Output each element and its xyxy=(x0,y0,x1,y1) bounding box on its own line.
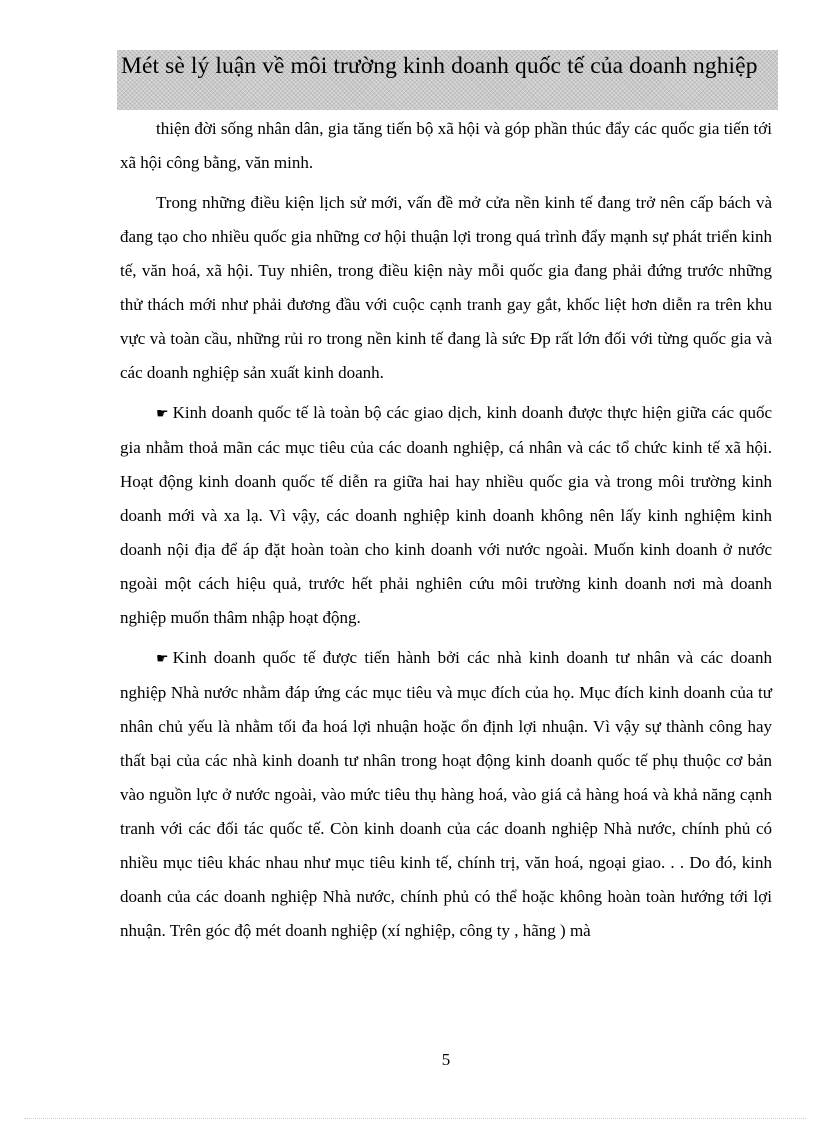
paragraph-text: Kinh doanh quốc tế được tiến hành bởi các nhà kinh doanh tư nhân và các doanh nghiệp Nhà nước nhằm đáp ứng các mục tiêu và mục đích của họ. Mục đích kinh doanh của tư nhân chủ yếu là nhằm tối đa hoá lợi nhuận hoặc ổn định lợi nhuận. Vì vậy sự thành công hay thất bại của các nhà kinh doanh tư nhân trong hoạt động kinh doanh quốc tế phụ thuộc cơ bản vào nguồn lực ở nước ngoài, vào mức tiêu thụ hàng hoá, vào giá cả hàng hoá và khả năng cạnh tranh với các đối tác quốc tế. Còn kinh doanh của các doanh nghiệp Nhà nước, chính phủ có nhiều mục tiêu khác nhau như mục tiêu kinh tế, chính trị, văn hoá, ngoại giao. . . Do đó, kinh doanh của các doanh nghiệp Nhà nước, chính phủ có thể hoặc không hoàn toàn hướng tới lợi nhuận. Trên góc độ mét doanh nghiệp (xí nghiệp, công ty , hãng ) mà xyxy=(120,648,772,940)
footer-divider xyxy=(24,1118,806,1119)
page-number: 5 xyxy=(441,1050,451,1069)
pointing-hand-icon: ☛ xyxy=(156,651,169,667)
section-header-title: Mét sè lý luận về môi trường kinh doanh quốc tế của doanh nghiệp xyxy=(121,53,758,79)
pointing-hand-icon: ☛ xyxy=(156,406,169,422)
bullet-paragraph xyxy=(120,641,772,948)
paragraph-text: Kinh doanh quốc tế là toàn bộ các giao dịch, kinh doanh được thực hiện giữa các quốc gia nhằm thoả mãn các mục tiêu của các doanh nghiệp, cá nhân và các tổ chức kinh tế xã hội. Hoạt động kinh doanh quốc tế diễn ra giữa hai hay nhiều quốc gia và trong môi trường kinh doanh mới và xa lạ. Vì vậy, các doanh nghiệp kinh doanh không nên lấy kinh nghiệm kinh doanh nội địa để áp đặt hoàn toàn cho kinh doanh với nước ngoài. Muốn kinh doanh ở nước ngoài một cách hiệu quả, trước hết phải nghiên cứu môi trường kinh doanh nơi mà doanh nghiệp muốn thâm nhập hoạt động. xyxy=(120,403,772,627)
paragraph-continuation: thiện đời sống nhân dân, gia tăng tiến bộ xã hội và góp phần thúc đẩy các quốc gia tiến tới xã hội công bằng, văn minh. xyxy=(120,119,772,172)
bullet-paragraph xyxy=(120,396,772,635)
paragraph: Trong những điều kiện lịch sử mới, vấn đề mở cửa nền kinh tế đang trở nên cấp bách và đang tạo cho nhiều quốc gia những cơ hội thuận lợi trong quá trình đẩy mạnh sự phát triển kinh tế, văn hoá, xã hội. Tuy nhiên, trong điều kiện này mỗi quốc gia đang phải đứng trước những thử thách mới như phải đương đầu với cuộc cạnh tranh gay gắt, khốc liệt hơn diễn ra trên khu vực và toàn cầu, những rủi ro trong nền kinh tế đang là sức Đp rất lớn đối với từng quốc gia và các doanh nghiệp sản xuất kinh doanh. xyxy=(120,193,772,382)
document-body xyxy=(120,112,772,954)
